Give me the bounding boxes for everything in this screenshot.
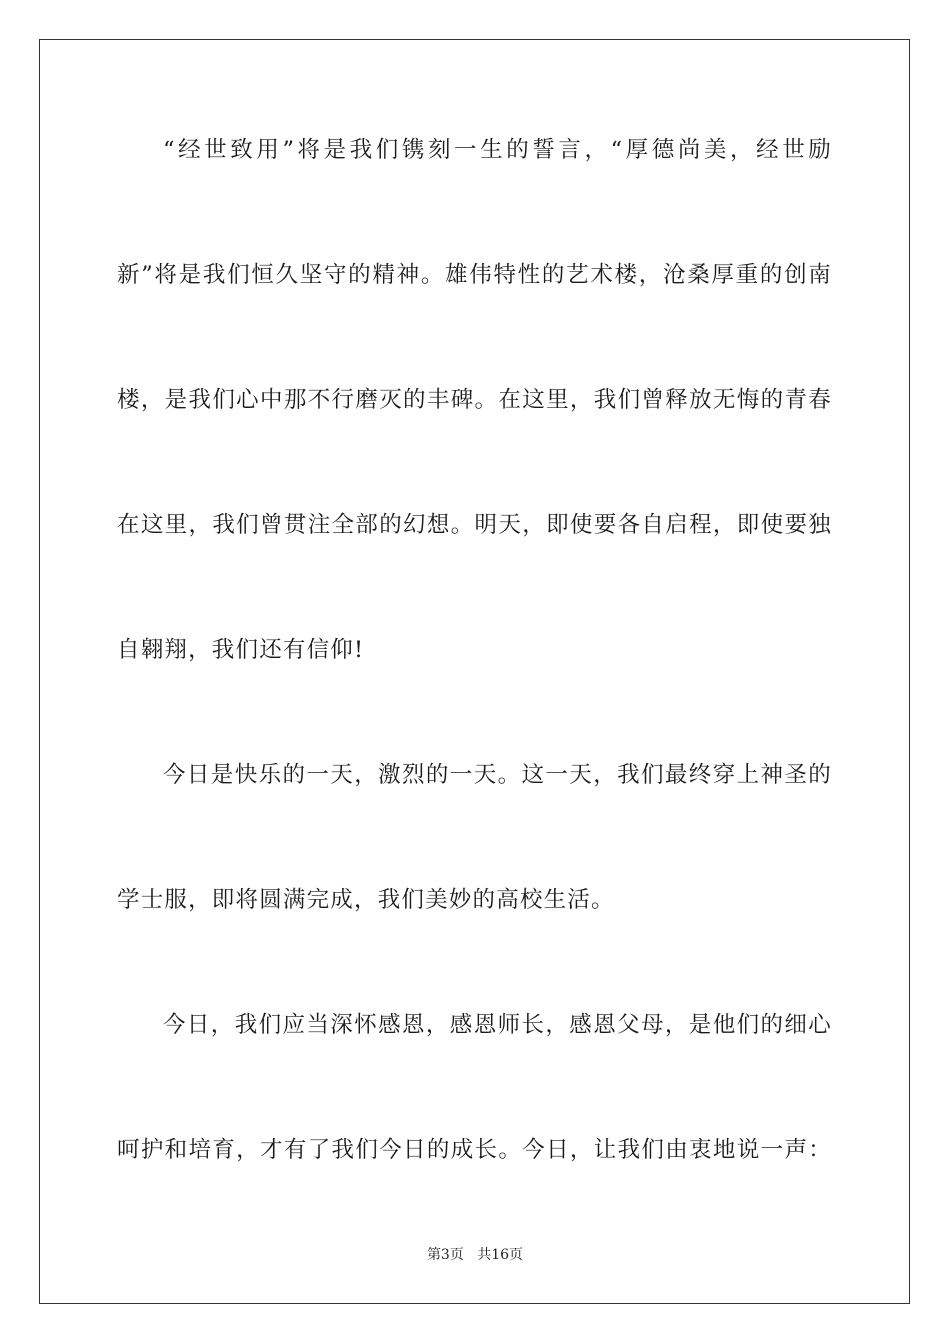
text-line: 今日，我们应当深怀感恩，感恩师长，感恩父母，是他们的细心 bbox=[163, 1012, 832, 1038]
text-line: 呵护和培育，才有了我们今日的成长。今日，让我们由衷地说一声： bbox=[117, 1137, 832, 1163]
text-line: “经世致用”将是我们镌刻一生的誓言，“厚德尚美，经世励 bbox=[163, 137, 832, 163]
page-number: 第3页 bbox=[426, 1247, 464, 1263]
page-border bbox=[39, 39, 910, 1304]
text-line: 今日是快乐的一天，激烈的一天。这一天，我们最终穿上神圣的 bbox=[163, 762, 832, 788]
text-line: 新”将是我们恒久坚守的精神。雄伟特性的艺术楼，沧桑厚重的创南 bbox=[117, 262, 832, 288]
page-footer bbox=[0, 1245, 950, 1265]
text-line: 在这里，我们曾贯注全部的幻想。明天，即使要各自启程，即使要独 bbox=[117, 512, 832, 538]
page-total: 共16页 bbox=[477, 1247, 524, 1263]
text-line: 自翱翔，我们还有信仰! bbox=[117, 637, 365, 663]
text-line: 学士服，即将圆满完成，我们美妙的高校生活。 bbox=[117, 887, 615, 913]
text-line: 楼，是我们心中那不行磨灭的丰碑。在这里，我们曾释放无悔的青春 bbox=[117, 387, 832, 413]
